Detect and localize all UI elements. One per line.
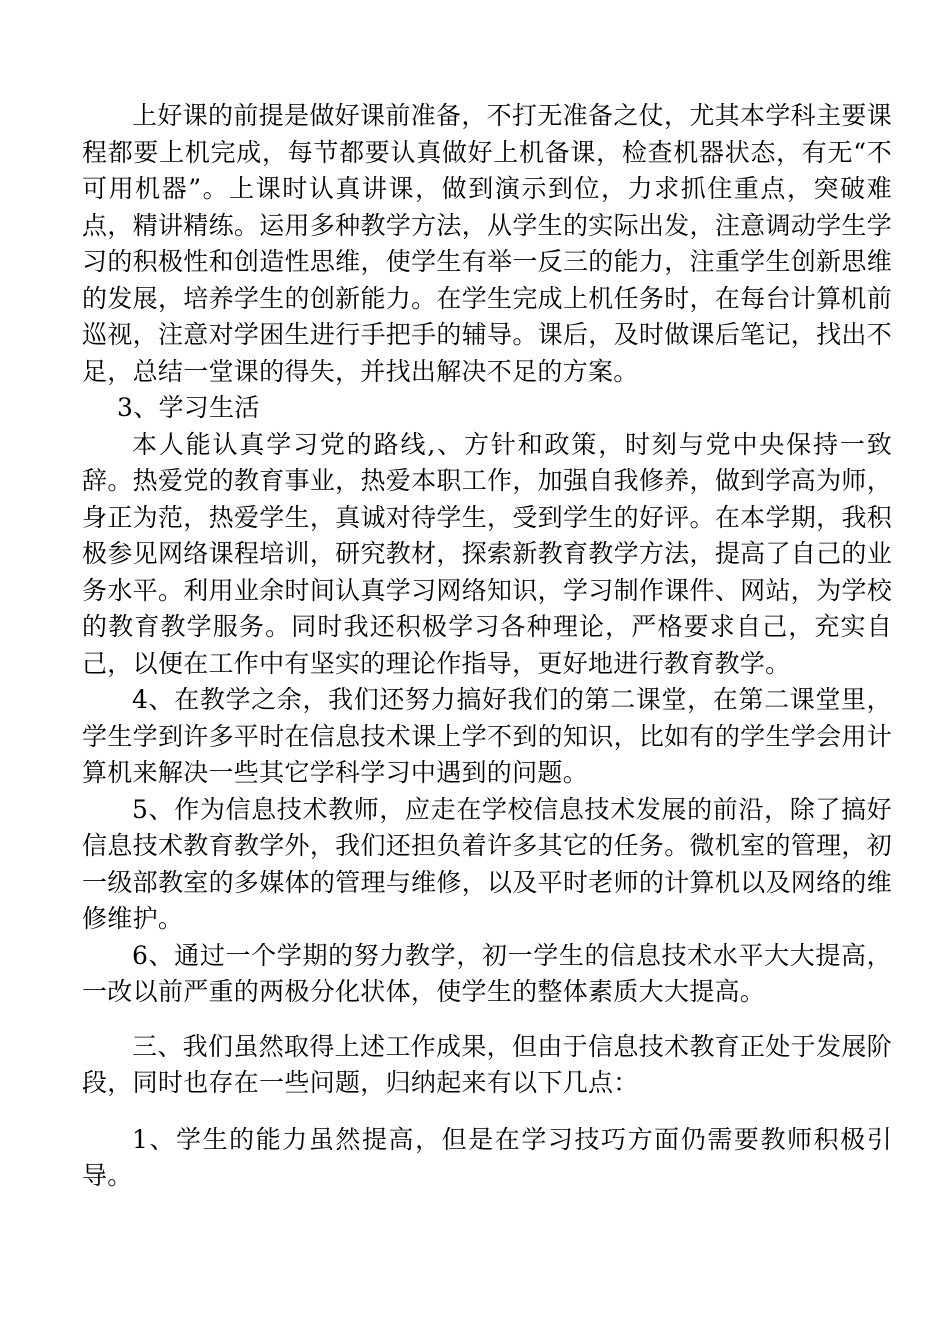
paragraph-study-life: 本人能认真学习党的路线,、方针和政策，时刻与党中央保持一致辞。热爱党的教育事业，热爱本职工作，加强自我修养，做到学高为师，身正为范，热爱学生，真诚对待学生，受到学生的好评。在本学期，我积极参见网络课程培训，研究教材，探索新教育教学方法，提高了自己的业务水平。利用业余时间认真学习网络知识，学习制作课件、网站，为学校的教育教学服务。同时我还积极学习各种理论，严格要求自己，充实自己，以便在工作中有坚实的理论作指导，更好地进行教育教学。 [82, 429, 892, 678]
paragraph-lesson-preparation: 上好课的前提是做好课前准备，不打无准备之仗，尤其本学科主要课程都要上机完成，每节都要认真做好上机备课，检查机器状态，有无“不可用机器”。上课时认真讲课，做到演示到位，力求抓住重点，突破难点，精讲精练。运用多种教学方法，从学生的实际出发，注意调动学生学习的积极性和创造性思维，使学生有举一反三的能力，注重学生创新思维的发展，培养学生的创新能力。在学生完成上机任务时，在每台计算机前巡视，注意对学困生进行手把手的辅导。课后，及时做课后笔记，找出不足，总结一堂课的得失，并找出解决不足的方案。 [82, 101, 892, 386]
paragraph-it-teacher-duties: 5、作为信息技术教师，应走在学校信息技术发展的前沿，除了搞好信息技术教育教学外，我们还担负着许多其它的任务。微机室的管理，初一级部教室的多媒体的管理与维修，以及平时老师的计算机以及网络的维修维护。 [82, 794, 892, 933]
paragraph-problems-intro: 三、我们虽然取得上述工作成果，但由于信息技术教育正处于发展阶段，同时也存在一些问题，归纳起来有以下几点： [82, 1031, 892, 1097]
section-heading-study-life: 3、学习生活 [117, 393, 260, 422]
paragraph-second-classroom: 4、在教学之余，我们还努力搞好我们的第二课堂，在第二课堂里，学生学到许多平时在信息技术课上学不到的知识，比如有的学生学会用计算机来解决一些其它学科学习中遇到的问题。 [82, 685, 892, 787]
paragraph-problem-1: 1、学生的能力虽然提高，但是在学习技巧方面仍需要教师积极引导。 [82, 1124, 892, 1190]
document-page [82, 98, 892, 1195]
paragraph-semester-results: 6、通过一个学期的努力教学，初一学生的信息技术水平大大提高，一改以前严重的两极分化状体，使学生的整体素质大大提高。 [82, 940, 892, 1006]
